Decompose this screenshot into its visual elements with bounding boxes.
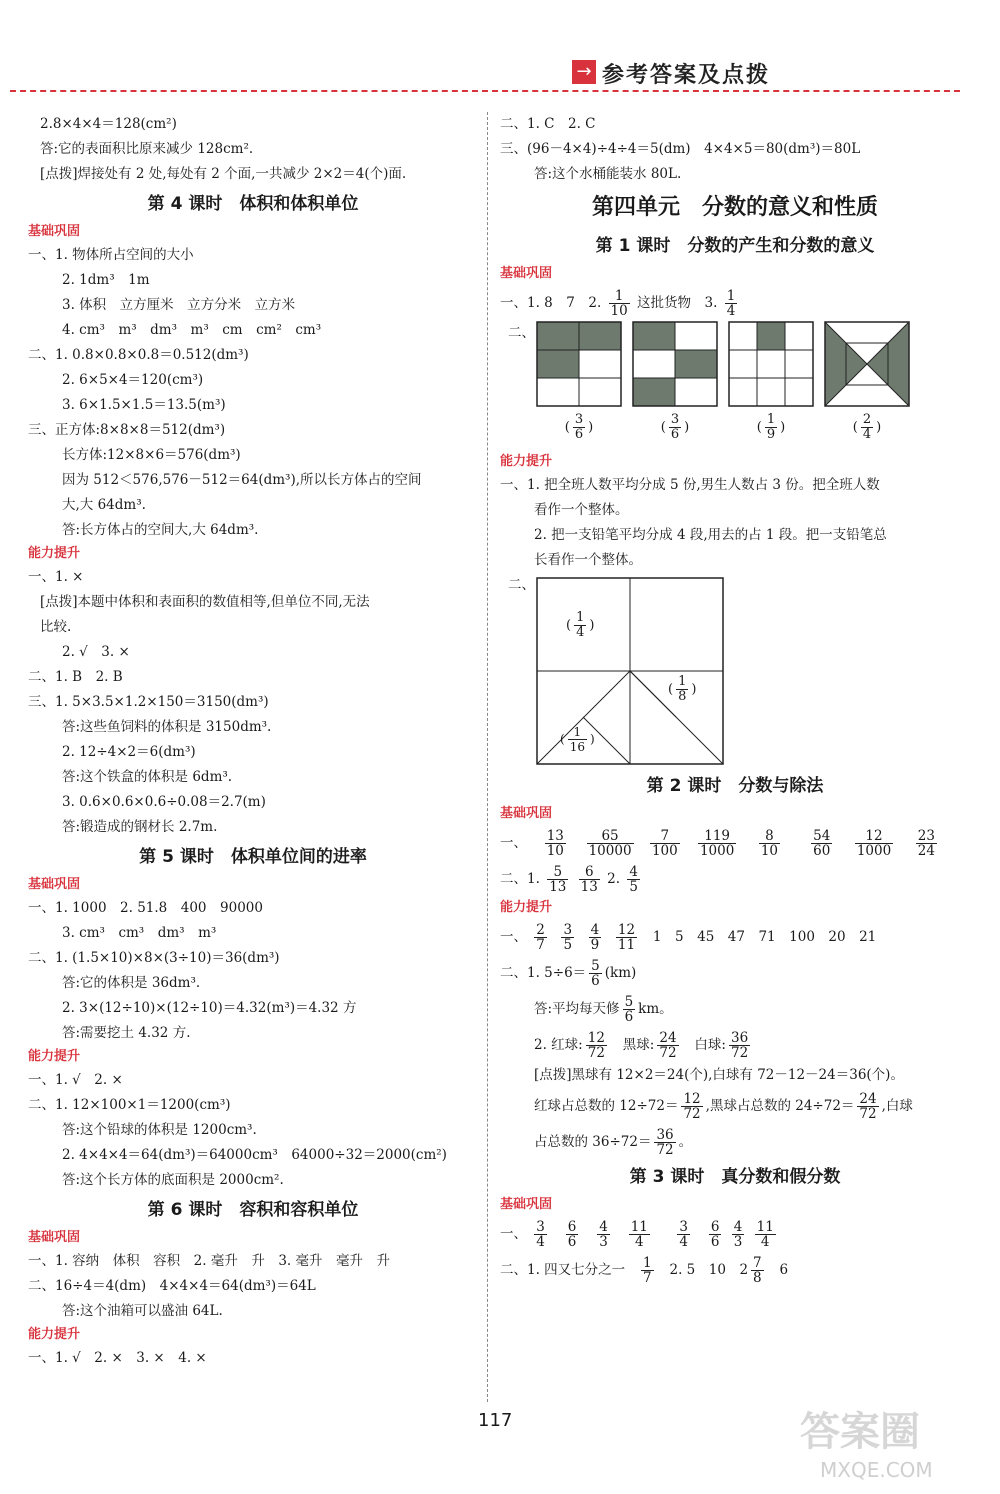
fraction-item — [584, 825, 637, 861]
answer-text: 答:平均每天修 — [534, 1001, 620, 1017]
fraction — [857, 1092, 878, 1121]
hint-line: 比较. — [40, 619, 72, 635]
fraction — [589, 923, 602, 952]
question-label: 二、 — [508, 325, 535, 341]
question-label: 一、 — [500, 1226, 527, 1242]
shaded-cell — [537, 322, 579, 350]
answer-line: 2.8×4×4＝128(cm²) — [40, 116, 177, 132]
answer-line: 答:锻造成的钢材长 2.7m. — [62, 819, 218, 835]
column-divider — [487, 112, 488, 1402]
answer-line: 二、1. (1.5×10)×8×(3÷10)＝36(dm³) — [28, 950, 280, 966]
hint-line — [500, 1124, 970, 1160]
answer-line: 4. cm³ m³ dm³ m³ cm cm² cm³ — [62, 322, 322, 338]
answer-line: 一、1. √ 2. × — [28, 1072, 123, 1088]
numerator: 1 — [568, 725, 587, 740]
numerator: 24 — [659, 1030, 677, 1046]
denominator: 10 — [546, 843, 564, 859]
answer-line: 答:这个长方体的底面积是 2000cm². — [62, 1172, 284, 1188]
fraction — [573, 413, 585, 442]
shaded-cell — [675, 350, 717, 378]
watermark-logo: 答案圈 — [800, 1409, 920, 1455]
question-label: 二、1. — [500, 871, 540, 887]
answer-line: 2. 4×4×4＝64(dm³)＝64000cm³ 64000÷32＝2000(cm²) — [62, 1147, 447, 1163]
answer-text: 。 — [678, 1134, 693, 1150]
numerator: 1 — [643, 1255, 652, 1271]
section-label: 基础巩固 — [500, 266, 553, 281]
section-label: 基础巩固 — [28, 224, 81, 239]
numerator: 4 — [733, 1219, 743, 1235]
shaded-cell — [579, 322, 621, 350]
lesson-title: 第 5 课时 体积单位间的进率 — [139, 847, 367, 867]
numerator: 12 — [617, 922, 636, 938]
fraction — [627, 865, 640, 894]
denominator: 8 — [753, 1270, 762, 1286]
numerator: 4 — [590, 922, 600, 938]
numerator: 4 — [599, 1219, 608, 1235]
arrow-icon: → — [572, 60, 596, 84]
denominator: 4 — [576, 625, 585, 640]
denominator: 3 — [733, 1234, 743, 1250]
denominator: 4 — [862, 427, 872, 442]
section-label: 能力提升 — [28, 1049, 81, 1064]
fraction — [579, 865, 600, 894]
denominator: 4 — [760, 1234, 770, 1250]
numerator: 23 — [917, 828, 935, 844]
denominator: 1000 — [699, 843, 735, 859]
header-dashed-line — [10, 90, 960, 92]
answer-line: 答:这些鱼饲料的体积是 3150dm³. — [62, 719, 272, 735]
fraction — [861, 413, 873, 442]
fraction — [751, 1256, 764, 1285]
answer-line: 看作一个整体。 — [534, 502, 629, 518]
lesson-title: 第 4 课时 体积和体积单位 — [147, 194, 359, 214]
fraction — [616, 923, 637, 952]
fraction — [561, 923, 574, 952]
partition-figure-row — [500, 573, 970, 769]
answer-line: 二、1. B 2. B — [28, 669, 123, 685]
answer-line: 因为 512＜576,576－512＝64(dm³),所以长方体占的空间 — [62, 472, 422, 488]
denominator: 72 — [659, 1045, 677, 1061]
fraction — [654, 1128, 675, 1157]
denominator: 6 — [567, 1234, 577, 1250]
answer-text: 白球: — [694, 1037, 726, 1053]
numerator: 1 — [766, 412, 776, 427]
answer-line: 答:这个铅球的体积是 1200cm³. — [62, 1122, 257, 1138]
answer-text: 占总数的 36÷72＝ — [534, 1134, 652, 1150]
triangle-figure-svg — [824, 321, 910, 407]
figure-caption: ( $\frac{3}{6}$ ) — [660, 412, 690, 442]
denominator: 8 — [678, 689, 687, 704]
numerator: 13 — [546, 828, 564, 844]
fraction — [759, 829, 780, 858]
numerator: 2 — [862, 412, 872, 427]
question-label: 二、 — [508, 577, 535, 593]
numerator: 6 — [710, 1219, 720, 1235]
shaded-cell — [757, 322, 785, 350]
fraction — [765, 413, 777, 442]
fraction — [629, 1220, 650, 1249]
fraction — [855, 829, 893, 858]
shaded-cell — [633, 378, 675, 406]
denominator: 7 — [643, 1270, 652, 1286]
fraction — [545, 829, 566, 858]
answer-text: 二、1. 四又七分之一 — [500, 1262, 626, 1278]
denominator: 24 — [917, 843, 935, 859]
question-label: 一、 — [500, 929, 527, 945]
triangle-figure — [824, 321, 910, 407]
hint-line — [500, 1088, 970, 1124]
page-header — [0, 0, 1000, 100]
denominator: 6 — [591, 973, 600, 989]
fraction-list — [500, 1216, 970, 1252]
denominator: 4 — [679, 1234, 688, 1250]
unit-title: 第四单元 分数的意义和性质 — [591, 195, 878, 220]
numerator: 36 — [730, 1030, 749, 1046]
answer-line: 一、1. 物体所占空间的大小 — [28, 247, 194, 263]
section-label: 能力提升 — [500, 900, 553, 915]
answer-line — [500, 955, 970, 991]
numerator: 6 — [567, 1219, 577, 1235]
fraction-item — [850, 825, 898, 861]
numerator: 5 — [591, 958, 600, 974]
answer-line — [500, 991, 970, 1027]
fraction — [657, 1031, 678, 1060]
fraction — [676, 675, 688, 704]
grid-figure — [728, 321, 814, 407]
fraction — [574, 611, 586, 640]
denominator: 10 — [610, 303, 628, 319]
answer-line: 三、1. 5×3.5×1.2×150＝3150(dm³) — [28, 694, 269, 710]
denominator: 9 — [590, 937, 600, 953]
grid-figure — [632, 321, 718, 407]
fraction-item — [531, 825, 579, 861]
partition-caption: ( $\frac{1}{16}$ ) — [560, 725, 595, 754]
fraction — [547, 865, 568, 894]
shaded-figures-row — [500, 321, 970, 451]
answer-line: 3. 体积 立方厘米 立方分米 立方米 — [62, 297, 296, 313]
numerator: 1 — [576, 610, 585, 625]
fraction-item — [798, 825, 846, 861]
numerator: 7 — [650, 829, 680, 844]
numerator: 54 — [813, 828, 831, 844]
answer-line: 2. 12÷4×2＝6(dm³) — [62, 744, 196, 760]
fraction — [677, 1220, 690, 1249]
page-number: 117 — [478, 1410, 513, 1431]
denominator: 100 — [651, 843, 678, 859]
right-column — [500, 112, 970, 1288]
numerator: 3 — [563, 922, 573, 938]
fraction — [732, 1220, 745, 1249]
fraction-item — [745, 825, 793, 861]
fraction-list — [500, 919, 970, 955]
answer-text: 黑球: — [622, 1037, 655, 1053]
answer-line: 3. cm³ cm³ dm³ m³ — [62, 925, 217, 941]
fraction — [669, 413, 681, 442]
grid-figure — [536, 321, 622, 407]
figure-caption: ( $\frac{3}{6}$ ) — [564, 412, 594, 442]
numerator: 2 — [536, 922, 545, 938]
answer-line: 大,大 64dm³. — [62, 497, 146, 513]
denominator: 10 — [760, 843, 779, 859]
fraction — [586, 1031, 607, 1060]
fraction — [534, 923, 547, 952]
answer-line: 一、1. √ 2. × 3. × 4. × — [28, 1350, 207, 1366]
fraction — [568, 725, 587, 754]
fraction — [534, 1220, 547, 1249]
lesson-title: 第 2 课时 分数与除法 — [646, 776, 824, 796]
denominator: 10000 — [588, 843, 632, 859]
denominator: 72 — [587, 1045, 605, 1061]
denominator: 72 — [683, 1106, 701, 1122]
section-label: 能力提升 — [28, 1327, 81, 1342]
fraction — [681, 1092, 702, 1121]
denominator: 7 — [536, 937, 545, 953]
answer-line: 2. 3×(12÷10)×(12÷10)＝4.32(m³)＝4.32 方 — [62, 1000, 357, 1016]
fraction-list — [500, 825, 970, 861]
denominator: 6 — [670, 427, 680, 442]
answer-line: 3. 0.6×0.6×0.6÷0.08＝2.7(m) — [62, 794, 266, 810]
numerator: 4 — [629, 864, 638, 880]
answer-text: 这批货物 3. — [637, 295, 718, 311]
numerator: 12 — [683, 1091, 701, 1107]
answer-text: ,白球 — [881, 1098, 913, 1114]
answer-line: 二、16÷4＝4(dm) 4×4×4＝64(dm³)＝64L — [28, 1278, 316, 1294]
denominator: 11 — [617, 937, 636, 953]
denominator: 6 — [574, 427, 584, 442]
answer-line: 答:长方体占的空间大,大 64dm³. — [62, 522, 259, 538]
numerator: 5 — [547, 865, 568, 880]
section-label: 能力提升 — [500, 454, 553, 469]
fraction — [587, 829, 634, 858]
fraction-item — [693, 825, 741, 861]
answer-line: 一、1. 1000 2. 51.8 400 90000 — [28, 900, 263, 916]
section-label: 基础巩固 — [28, 877, 81, 892]
figure-caption: ( $\frac{2}{4}$ ) — [852, 412, 882, 442]
section-label: 能力提升 — [28, 546, 81, 561]
fraction-item — [641, 825, 689, 861]
answer-line: 二、1. 12×100×1＝1200(cm³) — [28, 1097, 231, 1113]
answer-text: km。 — [638, 1001, 673, 1017]
numerator: 3 — [670, 412, 680, 427]
answer-text: ,黑球占总数的 24÷72＝ — [705, 1098, 855, 1114]
hint-line: [点拨]焊接处有 2 处,每处有 2 个面,一共减少 2×2＝4(个)面. — [40, 166, 407, 182]
answer-line: 长方体:12×8×6＝576(dm³) — [62, 447, 241, 463]
section-label: 基础巩固 — [500, 806, 553, 821]
answer-line: 答:这个铁盒的体积是 6dm³. — [62, 769, 233, 785]
denominator: 16 — [569, 740, 585, 754]
answer-text: 一、1. 8 7 2. — [500, 295, 602, 311]
numerator: 5 — [624, 994, 634, 1010]
fraction — [641, 1256, 654, 1285]
denominator: 1000 — [856, 843, 892, 859]
lesson-title: 第 3 课时 真分数和假分数 — [629, 1167, 841, 1187]
answer-text: 1 5 45 47 71 100 20 21 — [652, 929, 877, 945]
fraction — [709, 1220, 722, 1249]
numerator: 65 — [587, 829, 634, 844]
answer-line — [500, 1252, 970, 1288]
answer-line: 2. 把一支铅笔平均分成 4 段,用去的占 1 段。把一支铅笔总 — [534, 527, 887, 543]
denominator: 72 — [859, 1106, 877, 1122]
fraction — [729, 1031, 750, 1060]
fraction — [811, 829, 832, 858]
partition-caption: ( $\frac{1}{4}$ ) — [566, 610, 595, 640]
answer-text: 2. 红球: — [534, 1037, 583, 1053]
numerator: 119 — [698, 829, 736, 844]
grid-figure-svg — [632, 321, 718, 407]
numerator: 8 — [759, 829, 780, 844]
fraction — [725, 289, 738, 318]
fraction — [755, 1220, 776, 1249]
denominator: 5 — [563, 937, 573, 953]
denominator: 72 — [656, 1142, 674, 1158]
hint-line: [点拨]本题中体积和表面积的数值相等,但单位不同,无法 — [40, 594, 370, 610]
fraction — [597, 1220, 610, 1249]
shaded-cell — [633, 322, 675, 350]
denominator: 9 — [766, 427, 776, 442]
partition-caption: ( $\frac{1}{8}$ ) — [668, 674, 697, 704]
answer-line: 2. √ 3. × — [62, 644, 130, 660]
numerator: 3 — [679, 1219, 688, 1235]
denominator: 13 — [580, 879, 598, 895]
answer-line: 2. 6×5×4＝120(cm³) — [62, 372, 204, 388]
hint-line: [点拨]黑球有 12×2＝24(个),白球有 72－12－24＝36(个)。 — [534, 1067, 904, 1083]
answer-line: 二、1. 0.8×0.8×0.8＝0.512(dm³) — [28, 347, 249, 363]
numerator: 11 — [756, 1219, 774, 1235]
numerator: 6 — [579, 865, 600, 880]
lesson-title: 第 1 课时 分数的产生和分数的意义 — [595, 236, 875, 256]
answer-line: 三、(96－4×4)÷4÷4＝5(dm) 4×4×5＝80(dm³)＝80L — [500, 141, 861, 157]
answer-line — [500, 1027, 970, 1063]
answer-line: 答:需要挖土 4.32 方. — [62, 1025, 191, 1041]
answer-line: 一、1. × — [28, 569, 84, 585]
answer-text: 2. — [607, 871, 621, 887]
question-label: 一、 — [500, 835, 527, 851]
numerator: 1 — [678, 674, 687, 689]
answer-line: 一、1. 把全班人数平均分成 5 份,男生人数占 3 份。把全班人数 — [500, 477, 880, 493]
numerator: 1 — [726, 288, 736, 304]
fraction — [589, 959, 602, 988]
numerator: 3 — [536, 1219, 545, 1235]
numerator: 12 — [587, 1030, 605, 1046]
fraction — [609, 289, 630, 318]
answer-text: 2. 5 10 2 — [669, 1262, 749, 1278]
denominator: 3 — [599, 1234, 608, 1250]
shaded-cell — [537, 350, 579, 378]
numerator: 7 — [753, 1255, 762, 1271]
denominator: 4 — [726, 303, 736, 319]
numerator: 12 — [855, 829, 893, 844]
denominator: 5 — [629, 879, 638, 895]
numerator: 11 — [630, 1219, 648, 1235]
fraction — [566, 1220, 579, 1249]
watermark-url: MXQE.COM — [820, 1458, 933, 1482]
numerator: 36 — [656, 1127, 674, 1143]
answer-line: 答:它的表面积比原来减少 128cm². — [40, 141, 254, 157]
fraction — [650, 829, 680, 858]
fraction-item — [902, 825, 950, 861]
answer-line: 一、1. 容纳 体积 容积 2. 毫升 升 3. 毫升 毫升 升 — [28, 1253, 391, 1269]
answer-text: (km) — [604, 965, 637, 981]
answer-line: 三、正方体:8×8×8＝512(dm³) — [28, 422, 226, 438]
answer-line: 二、1. C 2. C — [500, 116, 596, 132]
denominator: 72 — [730, 1045, 749, 1061]
lesson-title: 第 6 课时 容积和容积单位 — [147, 1200, 359, 1220]
fraction — [623, 995, 636, 1024]
fraction — [916, 829, 937, 858]
denominator: 60 — [813, 843, 831, 859]
numerator: 1 — [609, 289, 630, 304]
denominator: 13 — [549, 879, 567, 895]
left-column — [28, 112, 478, 1371]
answer-line — [500, 285, 970, 321]
denominator: 6 — [624, 1009, 634, 1025]
answer-line: 答:这个水桶能装水 80L. — [534, 166, 682, 182]
answer-line: 2. 1dm³ 1m — [62, 272, 150, 288]
answer-line: 答:它的体积是 36dm³. — [62, 975, 201, 991]
fraction-list — [500, 861, 970, 897]
answer-line: 3. 6×1.5×1.5＝13.5(m³) — [62, 397, 226, 413]
section-label: 基础巩固 — [500, 1197, 553, 1212]
section-label: 基础巩固 — [28, 1230, 81, 1245]
answer-text: 二、1. 5÷6＝ — [500, 965, 587, 981]
grid-figure-svg — [536, 321, 622, 407]
answer-line: 长看作一个整体。 — [534, 552, 642, 568]
grid-figure-svg — [728, 321, 814, 407]
numerator: 3 — [574, 412, 584, 427]
answer-text: 红球占总数的 12÷72＝ — [534, 1098, 679, 1114]
answer-text: 6 — [779, 1262, 789, 1278]
fraction — [698, 829, 736, 858]
denominator: 4 — [536, 1234, 545, 1250]
header-title: 参考答案及点拨 — [602, 63, 771, 88]
denominator: 4 — [635, 1234, 644, 1250]
numerator: 24 — [859, 1091, 877, 1107]
answer-line: 答:这个油箱可以盛油 64L. — [62, 1303, 223, 1319]
denominator: 6 — [710, 1234, 720, 1250]
figure-caption: ( $\frac{1}{9}$ ) — [756, 412, 786, 442]
